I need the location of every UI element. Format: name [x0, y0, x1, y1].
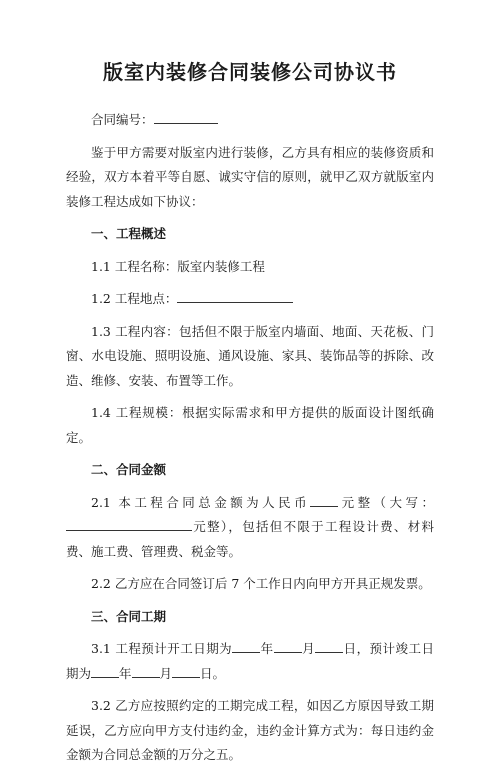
location-blank — [177, 290, 293, 303]
section2-amount — [66, 491, 434, 565]
location-label: 1.2 工程地点： — [91, 291, 178, 306]
section2-invoice: 2.2 乙方应在合同签订后 7 个工作日内向甲方开具正规发票。 — [91, 576, 431, 591]
day-comma: 日，预计竣工日期为 — [66, 641, 434, 681]
section1-location — [66, 287, 434, 312]
amount-prefix: 2.1 本工程合同总金额为人民币 — [91, 494, 311, 510]
amount-suffix: 元整），包括但不限于工程设计费、材料费、施工费、管理费、税金等。 — [66, 519, 434, 559]
amount-words-blank — [66, 518, 192, 531]
section1-content: 1.3 工程内容：包括但不限于版室内墙面、地面、天花板、门窗、水电设施、照明设施、通风设施、家具、装饰品等的拆除、改造、维修、安装、布置等工作。 — [66, 323, 434, 388]
start-prefix: 3.1 工程预计开工日期为 — [91, 641, 233, 656]
section2-heading: 二、合同金额 — [91, 462, 167, 477]
contract-number-line — [66, 108, 434, 133]
end-month-blank — [132, 665, 160, 678]
section3-delay: 3.2 乙方应按照约定的工期完成工程，如因乙方原因导致工期延误，乙方应向甲方支付违约金，违约金计算方式为：每日违约金金额为合同总金额的万分之五。 — [66, 698, 434, 762]
amount-number-blank — [310, 494, 338, 507]
end-year-blank — [91, 665, 119, 678]
intro-paragraph: 鉴于甲方需要对版室内进行装修，乙方具有相应的装修资质和经验，双方本着平等自愿、诚实守信的原则，就甲乙双方就版室内装修工程达成如下协议： — [66, 144, 434, 209]
contract-number-label: 合同编号： — [91, 112, 154, 127]
section3-dates — [66, 637, 434, 686]
year-label: 年 — [260, 641, 274, 656]
end-day-blank — [172, 665, 200, 678]
section1-heading: 一、工程概述 — [91, 226, 167, 241]
document-title: 版室内装修合同装修公司协议书 — [103, 60, 397, 84]
section1-name: 1.1 工程名称：版室内装修工程 — [91, 258, 265, 274]
section3-heading: 三、合同工期 — [91, 608, 167, 624]
amount-mid: 元整（大写： — [338, 494, 434, 510]
day-end: 日。 — [200, 665, 226, 681]
end-year-label: 年 — [119, 665, 132, 681]
section1-scale: 1.4 工程规模：根据实际需求和甲方提供的版面设计图纸确定。 — [66, 405, 434, 445]
month-label: 月 — [301, 641, 316, 656]
end-month-label: 月 — [159, 665, 173, 681]
contract-number-blank — [154, 111, 218, 124]
